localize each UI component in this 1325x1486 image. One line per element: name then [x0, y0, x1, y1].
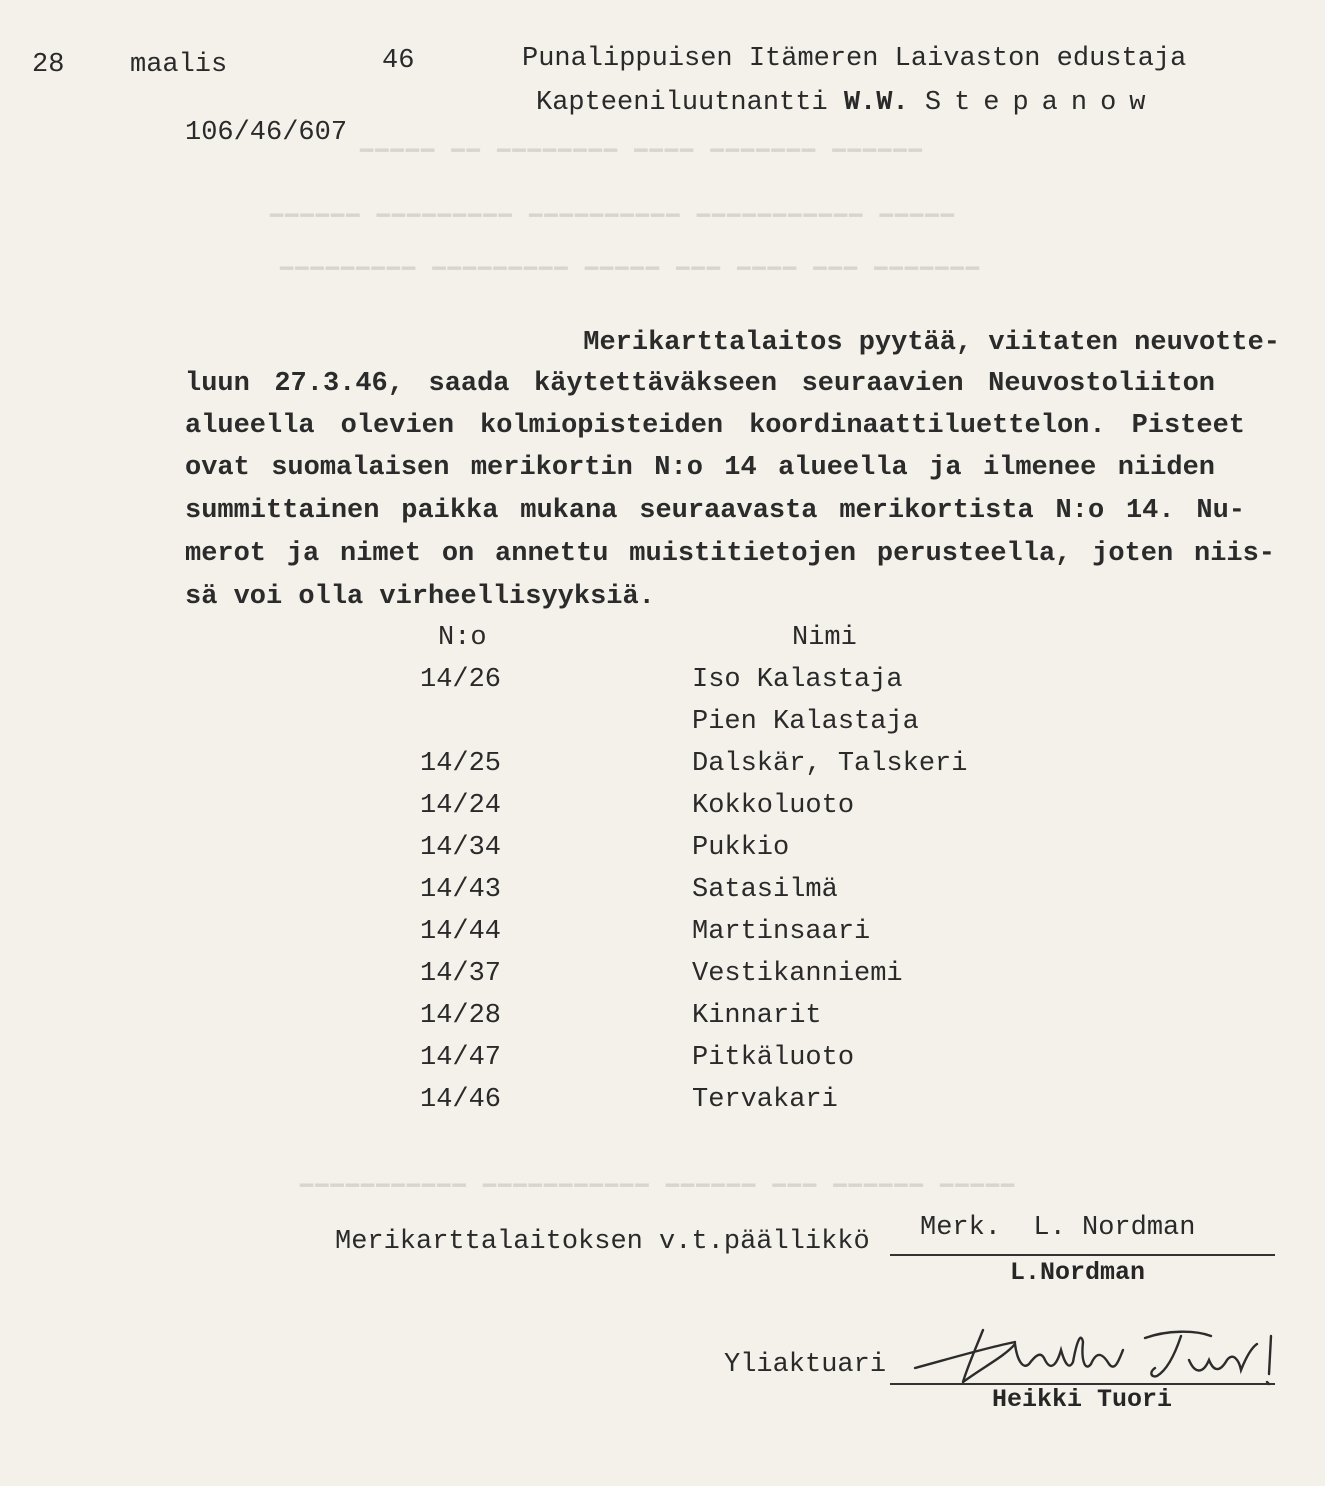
point-number: 14/26: [420, 665, 502, 695]
point-name: Vestikanniemi: [692, 959, 903, 989]
table-header-name: Nimi: [792, 623, 857, 653]
recipient-line-2: [536, 90, 1159, 117]
body-line-6: merot ja nimet on annettu muistitietojen perusteella, joten niis-: [185, 539, 1275, 569]
point-number: 14/37: [420, 959, 502, 989]
date-month: maalis: [130, 50, 228, 80]
point-number: 14/25: [420, 749, 502, 779]
point-number: 14/34: [420, 833, 502, 863]
show-through-texture: ▔▔▔▔▔▔▔▔▔ ▔▔▔▔▔▔▔▔▔ ▔▔▔▔▔ ▔▔▔ ▔▔▔▔ ▔▔▔ ▔▔▔▔▔▔▔: [280, 269, 982, 294]
point-number: 14/43: [420, 875, 502, 905]
chief-name: L.Nordman: [1010, 1258, 1146, 1287]
body-line-5: summittainen paikka mukana seuraavasta merikortista N:o 14. Nu-: [185, 496, 1245, 526]
point-name: Pukkio: [692, 833, 790, 863]
chief-title: Merikarttalaitoksen v.t.päällikkö: [335, 1227, 870, 1257]
point-number: 14/24: [420, 791, 502, 821]
show-through-texture: ▔▔▔▔▔▔ ▔▔▔▔▔▔▔▔▔ ▔▔▔▔▔▔▔▔▔▔ ▔▔▔▔▔▔▔▔▔▔▔ ▔▔▔▔▔: [270, 216, 956, 241]
body-line-2: luun 27.3.46, saada käytettäväkseen seuraavien Neuvostoliiton: [185, 369, 1215, 399]
show-through-texture: ▔▔▔▔▔▔▔▔▔▔▔ ▔▔▔▔▔▔▔▔▔▔▔ ▔▔▔▔▔▔ ▔▔▔ ▔▔▔▔▔▔ ▔▔▔▔▔: [300, 1186, 1017, 1211]
chief-signature-line: [890, 1254, 1275, 1256]
recipient-line-1: Punalippuisen Itämeren Laivaston edustaja: [522, 44, 1187, 74]
point-name: Pitkäluoto: [692, 1043, 855, 1073]
recipient-title: Kapteeniluutnantti: [536, 88, 828, 118]
recipient-surname: Stepanow: [924, 88, 1159, 118]
table-header-number: N:o: [438, 623, 487, 653]
actuary-name: Heikki Tuori: [992, 1385, 1173, 1414]
reference-number: 106/46/607: [185, 118, 348, 148]
point-name: Dalskär, Talskeri: [692, 749, 968, 779]
body-line-3: alueella olevien kolmiopisteiden koordinaattiluettelon. Pisteet: [185, 411, 1245, 441]
chief-mark: Merk. L. Nordman: [920, 1213, 1196, 1243]
date-year: 46: [382, 46, 415, 76]
point-name: Martinsaari: [692, 917, 871, 947]
body-line-1: Merikarttalaitos pyytää, viitaten neuvotte-: [583, 328, 1280, 358]
point-number: 14/28: [420, 1001, 502, 1031]
point-name: Kinnarit: [692, 1001, 822, 1031]
actuary-title: Yliaktuari: [724, 1350, 887, 1380]
point-name: Iso Kalastaja: [692, 665, 903, 695]
show-through-texture: ▔▔▔▔▔ ▔▔ ▔▔▔▔▔▔▔▔ ▔▔▔▔ ▔▔▔▔▔▔▔ ▔▔▔▔▔▔: [360, 151, 924, 176]
point-number: 14/46: [420, 1085, 502, 1115]
body-line-4: ovat suomalaisen merikortin N:o 14 alueella ja ilmenee niiden: [185, 453, 1215, 483]
recipient-initials: W.W.: [843, 88, 909, 118]
point-name: Satasilmä: [692, 875, 838, 905]
point-name: Kokkoluoto: [692, 791, 855, 821]
handwritten-signature: [905, 1320, 1285, 1390]
point-number: 14/44: [420, 917, 502, 947]
body-line-7: sä voi olla virheellisyyksiä.: [185, 582, 655, 612]
point-name: Pien Kalastaja: [692, 707, 919, 737]
date-day: 28: [32, 50, 65, 80]
point-name: Tervakari: [692, 1085, 838, 1115]
point-number: 14/47: [420, 1043, 502, 1073]
